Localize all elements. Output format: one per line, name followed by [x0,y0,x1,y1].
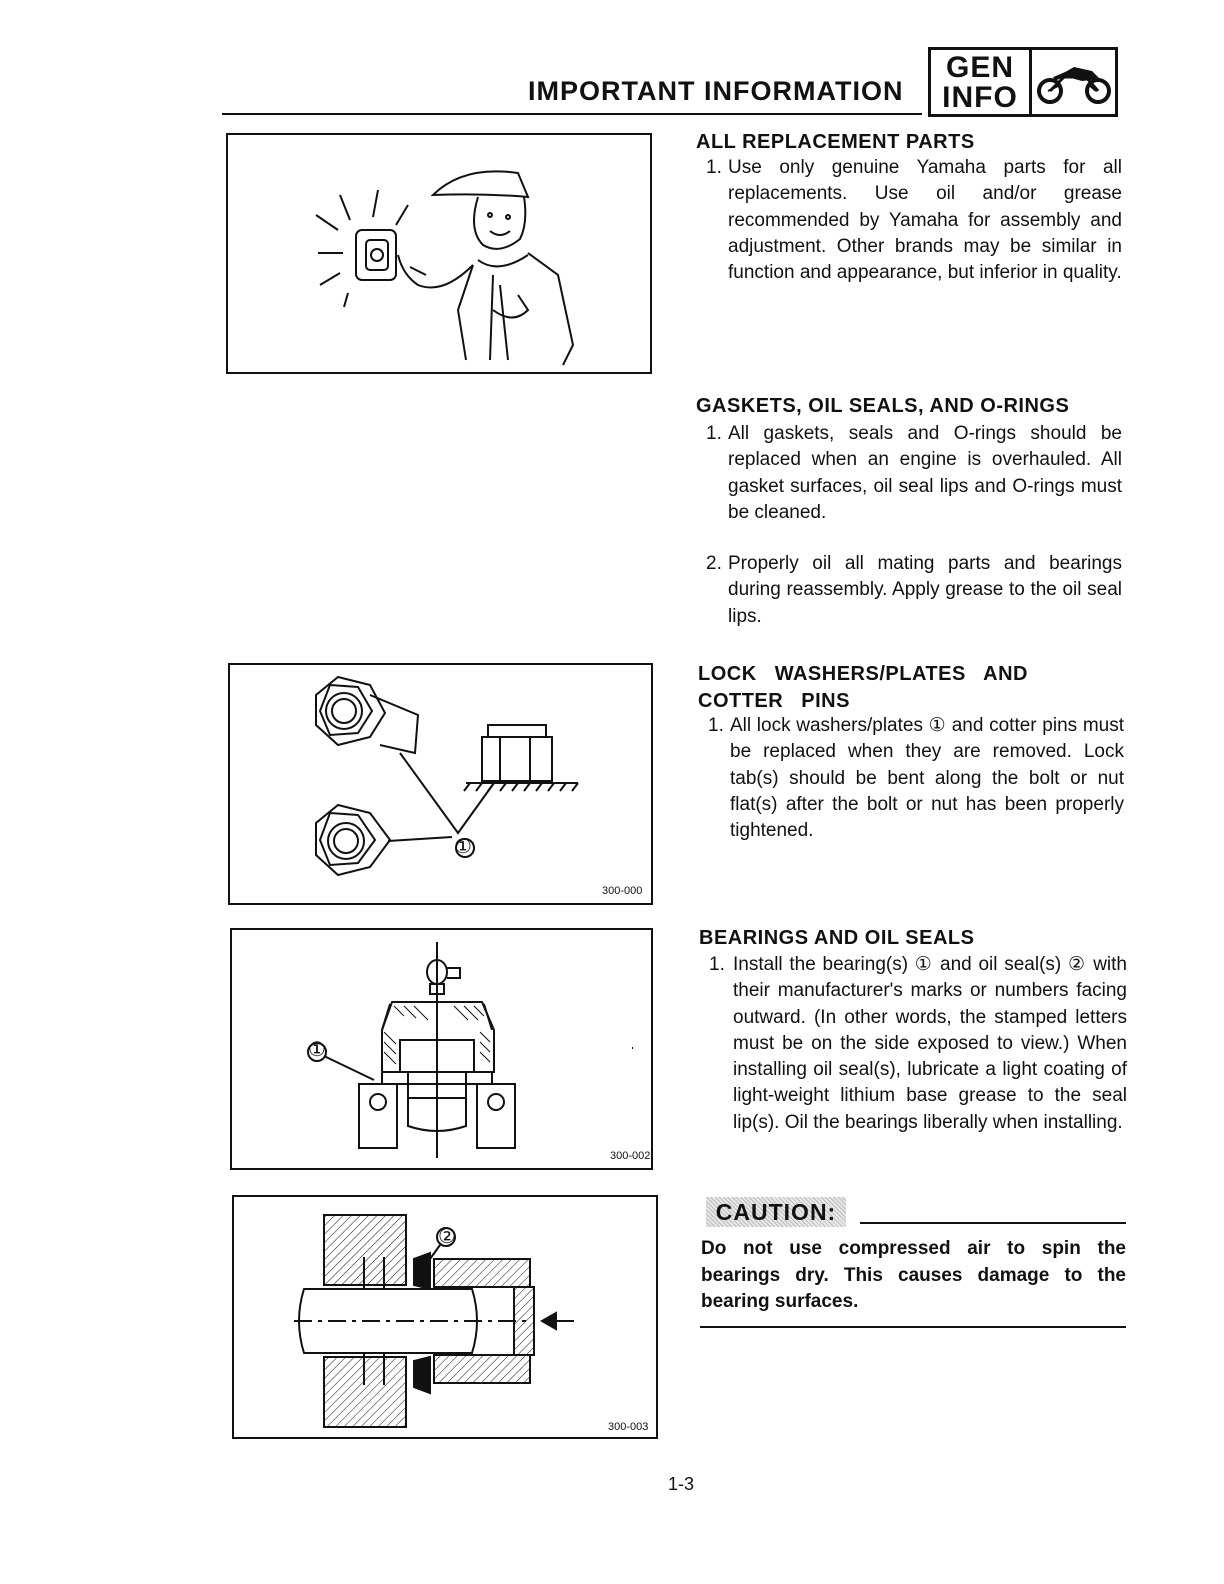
page-number: 1-3 [668,1474,695,1494]
figure-oil-seal-install [232,1195,658,1439]
item-number: 1. [706,157,722,178]
motorcycle-icon [1032,50,1115,114]
heading-replacement-parts: ALL REPLACEMENT PARTS [696,131,975,153]
caution-label: CAUTION: [706,1197,846,1227]
bearing-press-diagram [232,930,651,1168]
item-number: 1. [709,954,725,975]
badge-line-1: GEN [945,51,1014,84]
item-text: Properly oil all mating parts and bearings during reassembly. Apply grease to the oil seal lips. [728,553,1122,627]
lock-washer-diagram [230,665,651,903]
fig4-code: 300-003 [608,1421,649,1433]
replacement-item-1 [706,155,1122,286]
item-text: Install the bearing(s) ① and oil seal(s) ② with their manufacturer's marks or numbers facing outward. (In other words, the stamped letters must be on the side exposed to view.) When installing oil seal(s), lubricate a light coating of light-weight lithium base grease to the seal lip(s). Oil the bearings liberally when installing. [733,954,1127,1133]
item-text: Use only genuine Yamaha parts for all replacements. Use oil and/or grease recommended by Yamaha for assembly and adjustment. Other brands may be similar in function and appearance, but inferior in quality. [728,157,1122,284]
mechanic-illustration [228,135,650,372]
title-rule [222,113,922,115]
badge-line-2: INFO [942,81,1018,114]
figure-bearing-install [230,928,653,1170]
page-title: IMPORTANT INFORMATION [528,76,904,106]
lock-washers-item-1 [708,713,1124,844]
section-badge [928,47,1118,117]
caution-rule-top [860,1222,1126,1224]
heading-gaskets: GASKETS, OIL SEALS, AND O-RINGS [696,395,1070,417]
heading-bearings: BEARINGS AND OIL SEALS [699,927,975,949]
figure-genuine-parts [226,133,652,374]
figure-lock-washers [228,663,653,905]
item-text: All lock washers/plates ① and cotter pins must be replaced when they are removed. Lock tab(s) should be bent along the bolt or nut flat(s) after the bolt or nut has been properly tightened. [730,715,1124,842]
bearings-item-1 [709,952,1127,1136]
item-number: 1. [708,715,724,736]
fig2-callout: ① [454,836,472,858]
item-text: All gaskets, seals and O-rings should be replaced when an engine is overhauled. All gasket surfaces, oil seal lips and O-rings must be cleaned. [728,423,1122,523]
fig2-code: 300-000 [602,885,643,897]
gaskets-item-2 [706,551,1122,630]
item-number: 1. [706,423,722,444]
item-number: 2. [706,553,722,574]
caution-text: Do not use compressed air to spin the bearings dry. This causes damage to the bearing surfaces. [701,1238,1126,1312]
gaskets-item-1 [706,421,1122,526]
fig3-callout: ① [308,1039,326,1061]
caution-rule-bottom [700,1326,1126,1328]
badge-text [931,50,1032,114]
heading-lock-washers: LOCK WASHERS/PLATES AND COTTER PINS [698,663,1028,712]
fig4-callout: ② [438,1226,456,1248]
fig3-code: 300-002 [610,1150,651,1162]
